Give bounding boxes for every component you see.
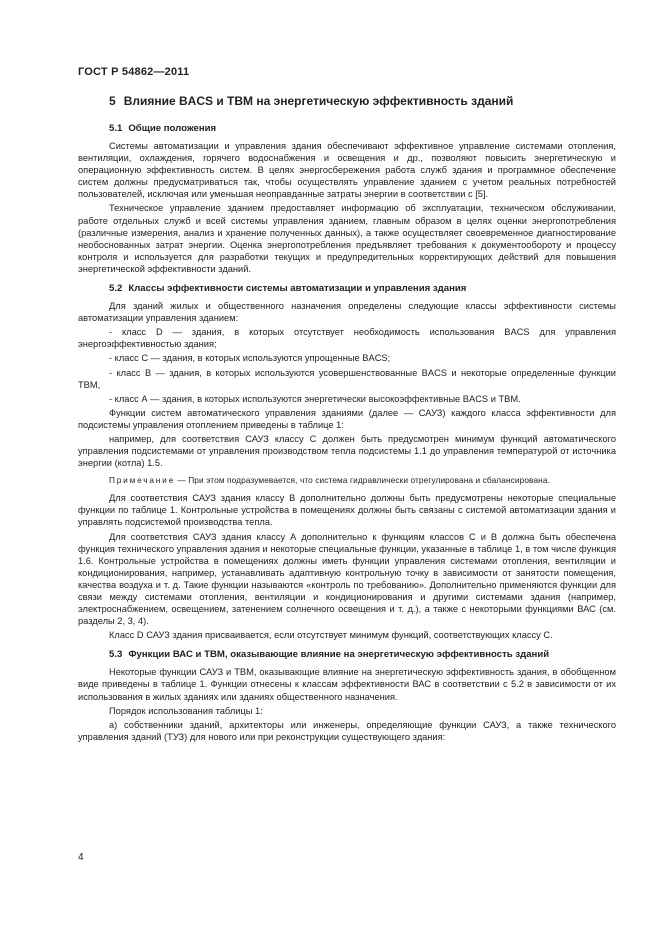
list-item: - класс D — здания, в которых отсутствует необходимость использования BACS для управления энергоэффективностью здания;	[78, 327, 616, 350]
subsection-number: 5.1	[109, 123, 123, 134]
subsection-5-2-heading	[109, 283, 616, 295]
section-number: 5	[109, 94, 116, 108]
paragraph: Порядок использования таблицы 1:	[109, 705, 263, 716]
paragraph: Для соответствия САУЗ здания классу А дополнительно к функциям классов С и В должна быть обеспечена функция технического управления здания и некоторые специальные функции, указанные в таблице 1, в том числе функция 1.6. Контрольные устройства в помещениях должны иметь функции управления системами отопления, вентиляции и кондиционирования, например, устанавливать адаптивную контрольную точку в зависимости от занятости помещения, качества воздуха и т. д. Такие функции называются «контроль по требованию». Дополнительно применяются функции для связи между системами отопления, вентиляции и кондиционирования и другими системами здания (например, электроснабжением, освещением, затенением солнечного освещения и т. д.), а также с некоторыми функциями ВАС (см. разделы 2, 3, 4).	[78, 531, 616, 627]
paragraph: Функции систем автоматического управления зданиями (далее — САУЗ) каждого класса эффективности для подсистемы управления отоплением приведены в таблице 1:	[78, 407, 616, 430]
document-header: ГОСТ Р 54862—2011	[78, 66, 190, 78]
paragraph: Системы автоматизации и управления здания обеспечивают эффективное управление системами отопления, вентиляции, охлаждения, горячего водоснабжения и освещения и др., позволяют повысить энергетическую и операционную эффективность систем. В целях энергосбережения работа служб здания и программное обеспечение систем должны предусматриваться так, чтобы осуществлять управление зданием с учетом реальных потребностей пользователей, исключая или уменьшая неоправданные затраты энергии в соответствии с [5].	[78, 141, 616, 200]
note-text: — При этом подразумевается, что система гидравлически отрегулирована и сбалансирована.	[175, 475, 550, 486]
subsection-title: Классы эффективности системы автоматизации и управления здания	[128, 283, 467, 295]
section-5-heading	[109, 94, 616, 109]
subsection-number: 5.2	[109, 283, 123, 295]
paragraph: Для зданий жилых и общественного назначения определены следующие классы эффективности системы автоматизации управления зданием:	[78, 301, 616, 324]
list-item: - класс А — здания, в которых используются энергетически высокоэффективные BACS и ТВМ.	[109, 393, 521, 404]
paragraph: Техническое управление зданием предоставляет информацию об эксплуатации, техническом обслуживании, работе отдельных служб и всей системы управления зданием, главным образом в целях оценки энергопотребления (различные измерения, анализ и хранение полученных данных), а также осуществляет своевременное диагностирование необоснованных затрат энергии. Оценка энергопотребления предъявляет требования к документообороту и процессу контроля и используется для разработки текущих и предупредительных корректирующих действий для повышения энергетической эффективности зданий.	[78, 203, 616, 274]
page-number: 4	[78, 852, 84, 863]
subsection-5-3-heading	[109, 649, 616, 661]
subsection-number: 5.3	[109, 649, 123, 661]
page-content	[78, 94, 616, 745]
note-label: Примечание	[109, 475, 176, 486]
paragraph: Для соответствия САУЗ здания классу В дополнительно должны быть предусмотрены некоторые специальные функции по таблице 1. Контрольные устройства в помещениях должны быть связаны с системой автоматизации здания и управлять подсистемой производства тепла.	[78, 493, 616, 528]
subsection-5-1-heading	[109, 123, 616, 135]
list-item: - класс В — здания, в которых используются усовершенствованные BACS и некоторые определенные функции ТВМ,	[78, 367, 616, 390]
subsection-title: Функции ВАС и ТВМ, оказывающие влияние на энергетическую эффективность зданий	[128, 649, 550, 661]
paragraph: Класс D САУЗ здания присваивается, если отсутствует минимум функций, соответствующих классу С.	[109, 630, 553, 641]
subsection-title: Общие положения	[128, 123, 217, 134]
paragraph: Некоторые функции САУЗ и ТВМ, оказывающие влияние на энергетическую эффективность здания, в обобщенном виде приведены в таблице 1. Функции отнесены к классам эффективности ВАС в соответствии с 5.2 в зависимости от их использования в жилых зданиях или зданиях общественного назначения.	[78, 667, 616, 702]
paragraph: а) собственники зданий, архитекторы или инженеры, определяющие функции САУЗ, а также технического управления зданий (ТУЗ) для нового или при реконструкции существующего здания:	[78, 719, 616, 742]
note	[78, 475, 616, 486]
list-item: - класс С — здания, в которых используются упрощенные BACS;	[109, 353, 391, 364]
paragraph: например, для соответствия САУЗ классу С должен быть предусмотрен минимум функций автоматического управления подсистемами от управления производством тепла подсистемы 1.1 до управления температурой от источника энергии (котла) 1.5.	[78, 433, 616, 469]
section-title: Влияние BACS и ТВМ на энергетическую эффективность зданий	[123, 94, 514, 108]
